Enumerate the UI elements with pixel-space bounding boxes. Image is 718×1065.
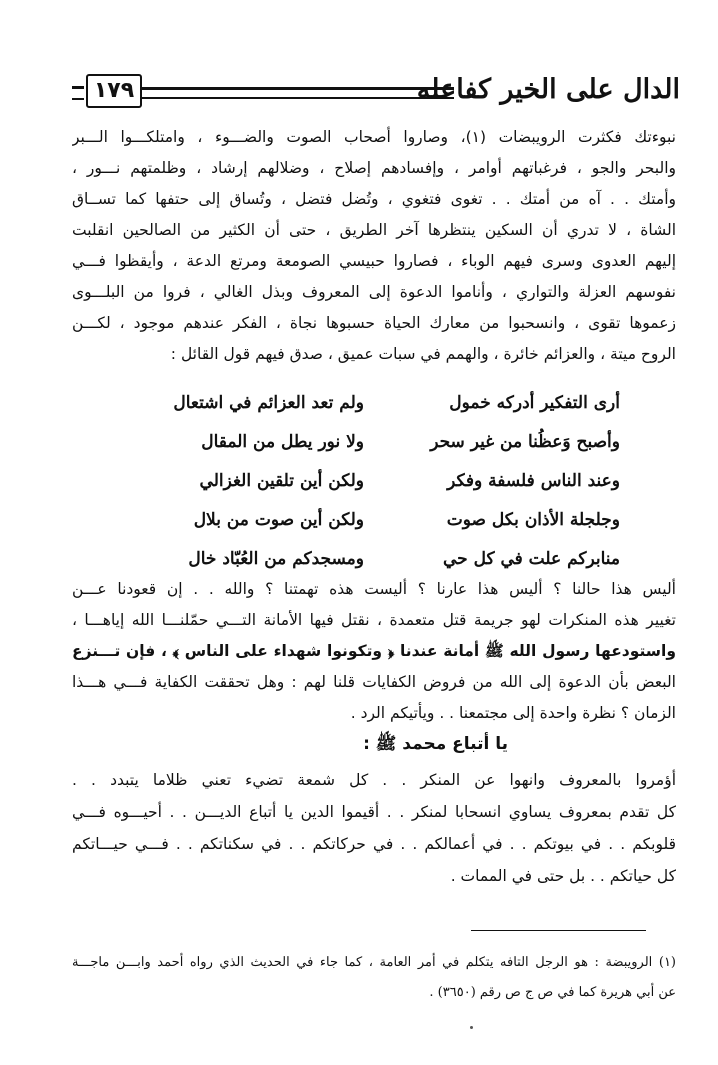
header-end-mark bbox=[72, 86, 84, 100]
scan-speck bbox=[470, 1026, 473, 1029]
text-line: الشاة ، لا تدري أن السكين ينتظرها آخر الطريق ، حتى أن الكثير من الصالحين انقلبت bbox=[72, 221, 676, 239]
text-line-with-quran-quote: واستودعها رسول الله ﷺ أمانة عندنا ﴿ وتكونوا شهداء على الناس ﴾ ، فإن تـــنزع bbox=[72, 642, 676, 660]
text-line: أليس هذا حالنا ؟ أليس هذا عارنا ؟ أليست هذه تهمتنا ؟ والله . . إن قعودنا عـــن bbox=[72, 580, 676, 598]
text-line: الروح ميتة ، والعزائم خائرة ، والهمم في سبات عميق ، صدق فيهم قول القائل : bbox=[170, 345, 676, 363]
text-line: نبوءتك فكثرت الرويبضات (١)، وصاروا أصحاب الصوت والضـــوء ، وامتلكـــوا الـــبر bbox=[72, 128, 676, 146]
footnote-line: (١) الرويبضة : هو الرجل التافه يتكلم في أمر العامة ، كما جاء في الحديث الذي رواه أحمد وابـــن ماجـــة bbox=[72, 955, 676, 970]
paragraph-1 bbox=[72, 122, 676, 370]
text-line: زعموها تقوى ، وانسحبوا من معارك الحياة حسبوها نجاة ، الفكر عندهم موجود ، لكـــن bbox=[72, 314, 676, 332]
section-heading: يا أتباع محمد ﷺ : bbox=[363, 734, 508, 754]
verse-second-hemistich: ولكن أين صوت من بلال bbox=[193, 510, 364, 530]
page-number: ١٧٩ bbox=[86, 74, 142, 108]
verse-first-hemistich: منابركم علت في كل حي bbox=[442, 549, 620, 569]
verse-second-hemistich: ولا نور يطل من المقال bbox=[201, 432, 364, 452]
text-line: قلوبكم . . في بيوتكم . . في أعمالكم . . في حركاتكم . . في سكناتكم . . فـــي حيـــاتكم bbox=[72, 835, 676, 853]
paragraph-3 bbox=[72, 764, 676, 892]
text-line: كل تقدم بمعروف يساوي انسحابا لمنكر . . أقيموا الدين يا أتباع الديـــن . . أحيـــوه فـــي bbox=[72, 803, 676, 821]
verse-first-hemistich: وأصبح وَعظُنا من غير سحر bbox=[430, 432, 620, 452]
header-rule bbox=[140, 87, 454, 99]
text-line: أؤمروا بالمعروف وانهوا عن المنكر . . كل شمعة تضيء تعني ظلاما يتبدد . . bbox=[72, 771, 676, 789]
footnote-divider bbox=[471, 930, 646, 931]
verse-second-hemistich: ومسجدكم من العُبّاد خال bbox=[188, 549, 364, 569]
text-line: الزمان ؟ نظرة واحدة إلى مجتمعنا . . ويأتيكم الرد . bbox=[350, 704, 676, 722]
text-line: إليهم العدوى وسرى فيهم الوباء ، فصاروا حبيسي الصومعة ومرتع الدعة ، وأيقظوا فـــي bbox=[72, 252, 676, 270]
page-header bbox=[72, 70, 680, 114]
verse bbox=[100, 501, 620, 540]
verse bbox=[100, 384, 620, 423]
running-title: الدال على الخير كفاعله bbox=[416, 74, 680, 105]
text-line: والبحر والجو ، فرغباتهم أوامر ، وإفسادهم إصلاح ، وضلالهم إرشاد ، وظلمتهم نـــور ، bbox=[72, 159, 676, 177]
text-line: كل حياتكم . . بل حتى في الممات . bbox=[450, 867, 676, 885]
text-line: وأمتك . . آه من أمتك . . تغوى فتغوي ، وتُضل فتضل ، وتُساق إلى حتفها كما تســاق bbox=[72, 190, 676, 208]
text-line: نفوسهم العزلة والتواري ، وأناموا الدعوة إلى المعروف وبذل الغالي ، فروا من البلـــوى bbox=[72, 283, 676, 301]
verse-second-hemistich: ولكن أين تلقين الغزالي bbox=[199, 471, 364, 491]
text-line: تغيير هذه المنكرات لهو جريمة قتل متعمدة ، نقتل فيها الأمانة التـــي حمّلنـــا الله إياهـــا ، bbox=[72, 611, 676, 629]
verse-first-hemistich: أرى التفكير أدركه خمول bbox=[449, 393, 620, 413]
verse bbox=[100, 423, 620, 462]
verse-second-hemistich: ولم تعد العزائم في اشتعال bbox=[173, 393, 364, 413]
verse-first-hemistich: وجلجلة الأذان بكل صوت bbox=[446, 510, 620, 530]
footnote-line: عن أبي هريرة كما في ص ج ص رقم (٣٦٥٠) . bbox=[429, 985, 676, 1000]
verse bbox=[100, 462, 620, 501]
verse-first-hemistich: وعند الناس فلسفة وفكر bbox=[447, 471, 620, 491]
poem bbox=[100, 384, 620, 579]
footnote bbox=[72, 948, 676, 1008]
paragraph-2 bbox=[72, 574, 676, 729]
text-line: البعض بأن الدعوة إلى الله من فروض الكفايات قلنا لهم : وهل تحققت الكفاية فـــي هـــذا bbox=[72, 673, 676, 691]
